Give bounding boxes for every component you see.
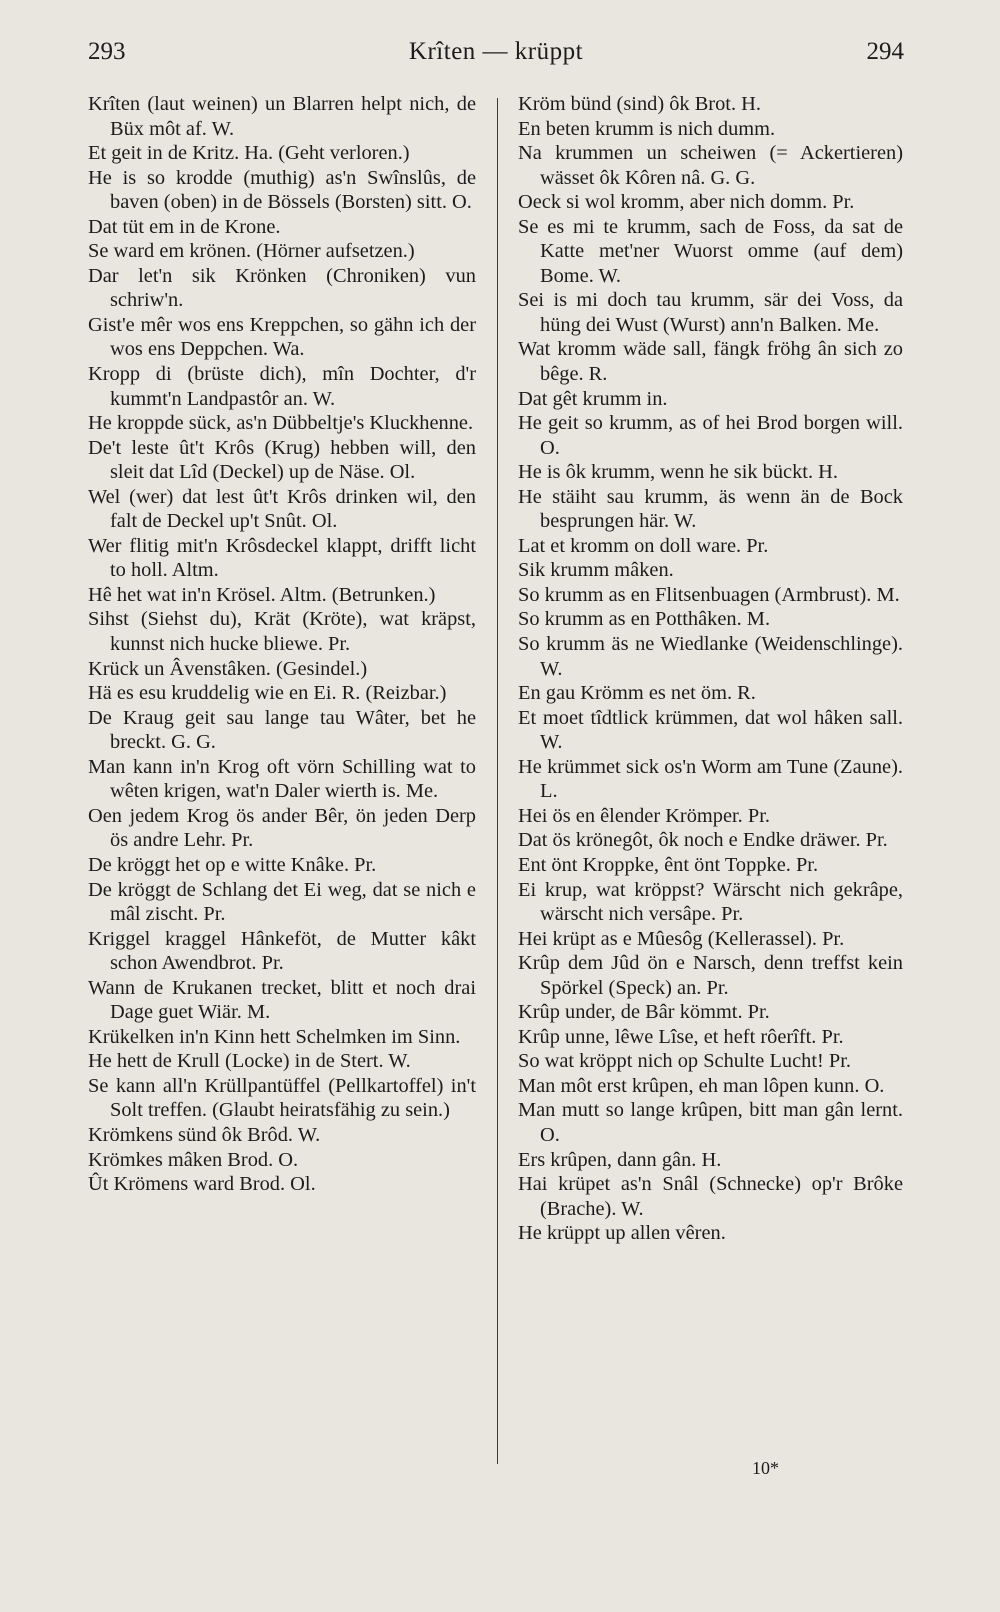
proverb-entry: Krîten (laut weinen) un Blarren helpt nich, de Büx môt af. W. (88, 93, 476, 140)
page-number-right: 294 (866, 38, 904, 65)
proverb-entry: Hä es esu kruddelig wie en Ei. R. (Reizbar.) (88, 682, 447, 705)
proverb-entry: Se kann all'n Krüllpantüffel (Pellkartoffel) in't Solt treffen. (Glaubt heiratsfähig zu sein.) (88, 1074, 476, 1122)
proverb-entry: Na krummen un scheiwen (= Ackertieren) wässet ôk Kôren nâ. G. G. (518, 142, 903, 189)
proverb-entry: Wat kromm wäde sall, fängk fröhg ân sich zo bêge. R. (518, 338, 903, 386)
proverb-entry: Dar let'n sik Krönken (Chroniken) vun schriw'n. (88, 264, 476, 312)
proverb-entry: Se es mi te krumm, sach de Foss, da sat de Katte met'ner Wuorst omme (auf dem) Bome. W. (518, 215, 903, 287)
proverb-entry: Ei krup, wat kröppst? Wärscht nich gekrâpe, wärscht nich versâpe. Pr. (518, 878, 903, 926)
proverb-entry: He krüppt up allen vêren. (518, 1222, 726, 1245)
page-header (88, 38, 904, 78)
proverb-entry: Hei ös en êlender Krömper. Pr. (518, 804, 770, 827)
proverb-entry: De Kraug geit sau lange tau Wâter, bet he breckt. G. G. (88, 706, 476, 754)
proverb-entry: Ers krûpen, dann gân. H. (518, 1148, 722, 1171)
proverb-entry: De't leste ût't Krôs (Krug) hebben will, den sleit dat Lîd (Deckel) up de Näse. Ol. (88, 436, 476, 484)
proverb-entry: Et geit in de Kritz. Ha. (Geht verloren.) (88, 142, 410, 165)
proverb-entry: Krömkes mâken Brod. O. (88, 1148, 299, 1171)
proverb-entry: En gau Krömm es net öm. R. (518, 682, 756, 705)
proverb-entry: Krûp unne, lêwe Lîse, et heft rôerîft. Pr. (518, 1025, 844, 1048)
proverb-entry: Lat et kromm on doll ware. Pr. (518, 534, 769, 557)
proverb-entry: Se ward em krönen. (Hörner aufsetzen.) (88, 240, 415, 263)
proverb-entry: Wel (wer) dat lest ût't Krôs drinken wil, den falt de Deckel up't Snût. Ol. (88, 485, 476, 533)
proverb-entry: He is ôk krumm, wenn he sik bückt. H. (518, 461, 838, 484)
proverb-entry: De kröggt de Schlang det Ei weg, dat se nich e mâl zischt. Pr. (88, 878, 476, 926)
proverb-entry: Krück un Âvenstâken. (Gesindel.) (88, 657, 368, 680)
proverb-entry: Man kann in'n Krog oft vörn Schilling wat to wêten krigen, wat'n Daler wierth is. Me. (88, 755, 476, 803)
proverb-entry: Krûp dem Jûd ön e Narsch, denn treffst kein Spörkel (Speck) an. Pr. (518, 952, 903, 999)
proverb-entry: He hett de Krull (Locke) in de Stert. W. (88, 1050, 411, 1073)
proverb-entry: Krömkens sünd ôk Brôd. W. (88, 1123, 321, 1146)
left-column (88, 92, 476, 1197)
right-column (518, 92, 903, 1246)
proverb-entry: Sik krumm mâken. (518, 559, 674, 582)
proverb-entry: Wann de Krukanen trecket, blitt et noch drai Dage guet Wiär. M. (88, 976, 476, 1024)
proverb-entry: Oeck si wol kromm, aber nich domm. Pr. (518, 191, 855, 214)
proverb-entry: He is so krodde (muthig) as'n Swînslûs, de baven (oben) in de Bössels (Borsten) sitt. O. (88, 166, 476, 214)
proverb-entry: Ût Krömens ward Brod. Ol. (88, 1173, 316, 1196)
proverb-entry: Hai krüpet as'n Snâl (Schnecke) op'r Brôke (Brache). W. (518, 1173, 903, 1220)
running-title: Krîten — krüppt (408, 38, 584, 65)
proverb-entry: Man mutt so lange krûpen, bitt man gân lernt. O. (518, 1099, 903, 1146)
proverb-entry: Sihst (Siehst du), Krät (Kröte), wat kräpst, kunnst nich hucke bliewe. Pr. (88, 608, 476, 656)
proverb-entry: Sei is mi doch tau krumm, sär dei Voss, da hüng dei Wust (Wurst) ann'n Balken. Me. (518, 289, 903, 336)
proverb-entry: Ent önt Kroppke, ênt önt Toppke. Pr. (518, 853, 819, 876)
proverb-entry: So krumm as en Potthâken. M. (518, 608, 771, 631)
signature-mark: 10* (752, 1458, 779, 1478)
proverb-entry: En beten krumm is nich dumm. (518, 117, 776, 140)
proverb-entry: He geit so krumm, as of hei Brod borgen will. O. (518, 412, 903, 459)
proverb-entry: Man môt erst krûpen, eh man lôpen kunn. O. (518, 1074, 885, 1097)
proverb-entry: So wat kröppt nich op Schulte Lucht! Pr. (518, 1050, 852, 1073)
proverb-entry: Hê het wat in'n Krösel. Altm. (Betrunken.) (88, 583, 436, 606)
proverb-entry: Krûp under, de Bâr kömmt. Pr. (518, 1001, 770, 1024)
page-number-left: 293 (88, 38, 126, 65)
proverb-entry: So krumm äs ne Wiedlanke (Weidenschlinge). W. (518, 633, 903, 680)
proverb-entry: So krumm as en Flitsenbuagen (Armbrust). M. (518, 583, 900, 606)
proverb-entry: He stäiht sau krumm, äs wenn än de Bock besprungen här. W. (518, 485, 903, 533)
proverb-entry: He krümmet sick os'n Worm am Tune (Zaune). L. (518, 755, 903, 803)
proverb-entry: Krükelken in'n Kinn hett Schelmken im Sinn. (88, 1025, 461, 1048)
proverb-entry: Dat tüt em in de Krone. (88, 215, 281, 238)
proverb-entry: He kroppde sück, as'n Dübbeltje's Kluckhenne. (88, 412, 474, 435)
proverb-entry: Wer flitig mit'n Krôsdeckel klappt, drifft licht to holl. Altm. (88, 534, 476, 582)
proverb-entry: Oen jedem Krog ös ander Bêr, ön jeden Derp ös andre Lehr. Pr. (88, 804, 476, 852)
proverb-entry: Dat ös krönegôt, ôk noch e Endke dräwer. Pr. (518, 829, 888, 852)
proverb-entry: Kriggel kraggel Hânkeföt, de Mutter kâkt schon Awendbrot. Pr. (88, 927, 476, 975)
proverb-entry: De kröggt het op e witte Knâke. Pr. (88, 853, 377, 876)
proverb-entry: Gist'e mêr wos ens Kreppchen, so gähn ich der wos ens Deppchen. Wa. (88, 313, 476, 361)
proverb-entry: Kröm bünd (sind) ôk Brot. H. (518, 93, 761, 115)
proverb-entry: Kropp di (brüste dich), mîn Dochter, d'r kummt'n Landpastôr an. W. (88, 363, 476, 410)
proverb-entry: Et moet tîdtlick krümmen, dat wol hâken sall. W. (518, 706, 903, 754)
proverb-entry: Dat gêt krumm in. (518, 387, 668, 410)
proverb-entry: Hei krüpt as e Mûesôg (Kellerassel). Pr. (518, 927, 845, 950)
column-divider (497, 98, 498, 1464)
